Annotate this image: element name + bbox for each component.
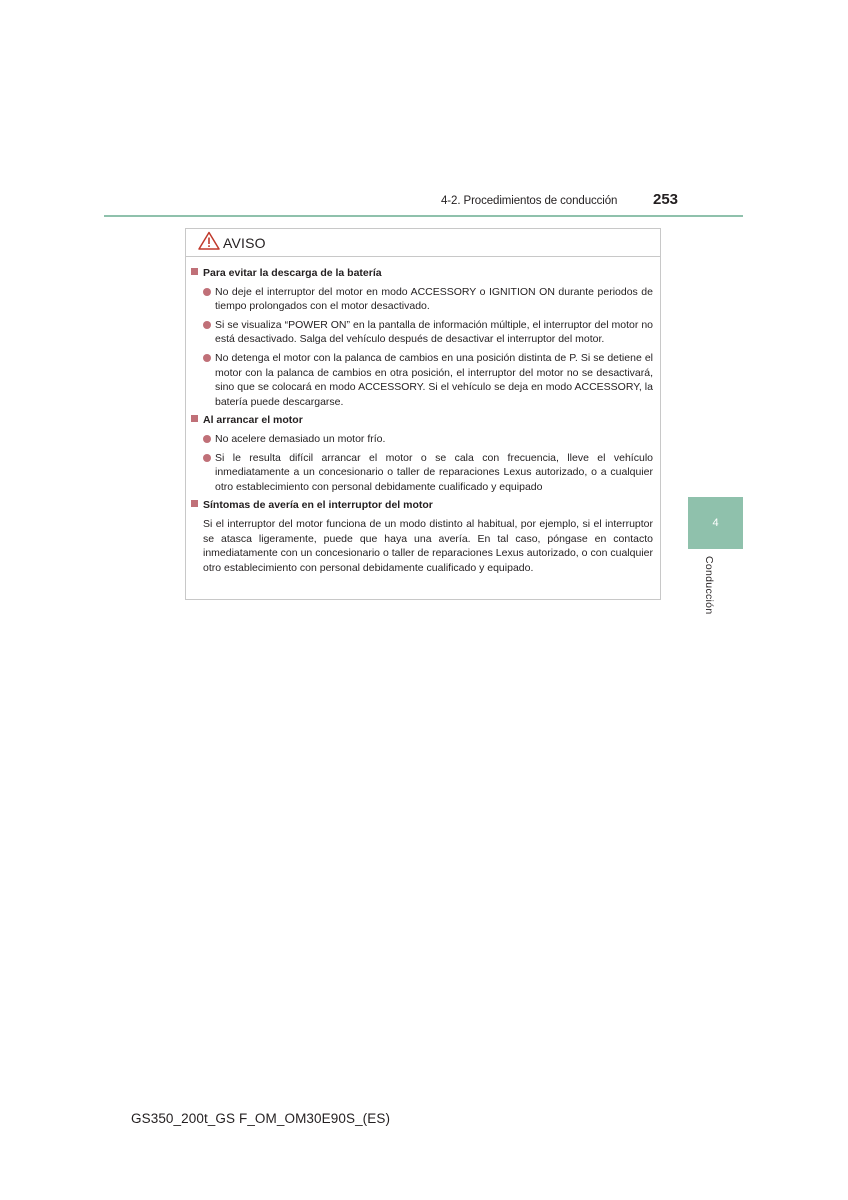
warning-section bbox=[191, 413, 653, 494]
section-paragraph: Si el interruptor del motor funciona de un modo distinto al habitual, por ejemplo, si el interruptor se atasca ligeramente, puede que haya una avería. En tal caso, póngase en contacto inmediatamente con un concesionario o taller de reparaciones Lexus autorizado, o con cualquier otro establecimiento con personal debidamente cualificado y equipado. bbox=[203, 517, 653, 574]
section-title: 4-2. Procedimientos de conducción bbox=[441, 195, 618, 207]
square-bullet-icon bbox=[191, 415, 198, 422]
list-item-text: Si le resulta difícil arrancar el motor o se cala con frecuencia, lleve el vehículo inmediatamente a un concesionario o taller de reparaciones Lexus autorizado, o a cualquier otro establecimiento con personal debidamente cualificado y equipado bbox=[215, 451, 653, 493]
document-code: GS350_200t_GS F_OM_OM30E90S_(ES) bbox=[131, 1111, 391, 1126]
square-bullet-icon bbox=[191, 268, 198, 275]
chapter-number: 4 bbox=[712, 517, 719, 529]
dot-bullet-icon bbox=[203, 288, 211, 296]
dot-bullet-icon bbox=[203, 354, 211, 362]
page-number: 253 bbox=[653, 191, 679, 208]
warning-box bbox=[185, 228, 661, 600]
section-heading-text: Para evitar la descarga de la batería bbox=[203, 267, 382, 279]
warning-header bbox=[186, 229, 660, 257]
dot-bullet-icon bbox=[203, 321, 211, 329]
list-item bbox=[203, 285, 653, 314]
list-item-text: Si se visualiza “POWER ON” en la pantalla de información múltiple, el interruptor del motor no está desactivado. Salga del vehículo después de desactivar el interruptor del motor. bbox=[215, 318, 653, 346]
square-bullet-icon bbox=[191, 500, 198, 507]
section-heading bbox=[191, 413, 653, 428]
warning-section bbox=[191, 498, 653, 575]
list-item bbox=[203, 432, 653, 447]
dot-bullet-icon bbox=[203, 454, 211, 462]
section-heading bbox=[191, 498, 653, 513]
warning-body bbox=[186, 257, 660, 575]
list-item bbox=[203, 451, 653, 495]
warning-section bbox=[191, 266, 653, 409]
chapter-label: Conducción bbox=[703, 556, 715, 615]
list-item-text: No detenga el motor con la palanca de cambios en una posición distinta de P. Si se detiene el motor con la palanca de cambios en otra posición, el interruptor del motor no se desactivará, sino que se colocará en modo ACCESSORY. Si el vehículo se deja en modo ACCESSORY, la batería puede descargarse. bbox=[215, 351, 653, 408]
dot-bullet-icon bbox=[203, 435, 211, 443]
list-item-text: No acelere demasiado un motor frío. bbox=[215, 432, 386, 445]
chapter-tab bbox=[688, 497, 743, 549]
list-item bbox=[203, 318, 653, 347]
list-item bbox=[203, 351, 653, 409]
section-heading-text: Síntomas de avería en el interruptor del motor bbox=[203, 499, 433, 512]
warning-triangle-icon bbox=[198, 231, 220, 255]
section-heading-text: Al arrancar el motor bbox=[203, 414, 303, 427]
warning-title: AVISO bbox=[223, 234, 266, 251]
list-item-text: No deje el interruptor del motor en modo ACCESSORY o IGNITION ON durante periodos de tiempo prolongados con el motor desactivado. bbox=[215, 285, 653, 313]
section-heading bbox=[191, 266, 653, 281]
header-divider bbox=[104, 215, 743, 217]
